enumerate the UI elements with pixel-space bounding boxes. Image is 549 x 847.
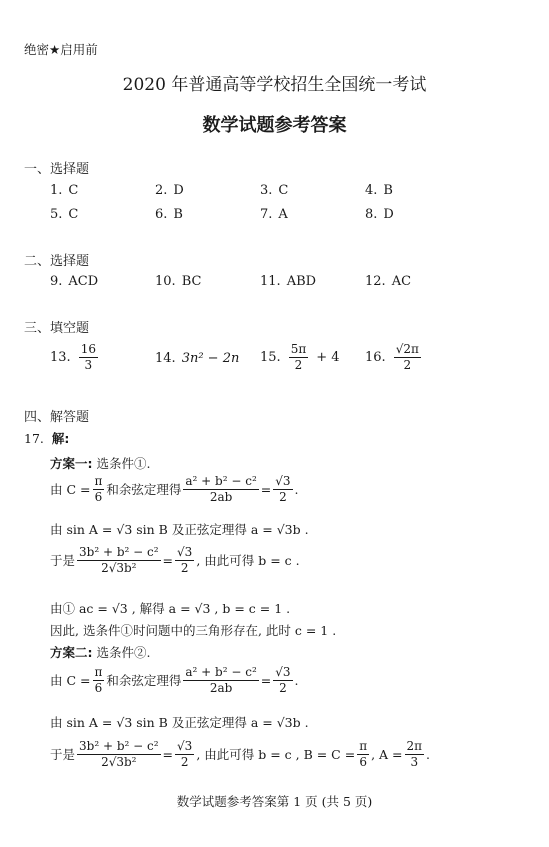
solution-line: 因此, 选条件①时问题中的三角形存在, 此时 c = 1 . xyxy=(50,623,337,638)
answer-item: 14. 3n² − 2n xyxy=(155,351,240,366)
answer-item: 7. A xyxy=(260,207,288,222)
answer-item: 12. AC xyxy=(365,274,412,289)
answer-item: 1. C xyxy=(50,183,79,198)
answer-item: 13. $\frac{16}{3}$ xyxy=(50,342,96,372)
answer-item: 2. D xyxy=(155,183,184,198)
plan-1-heading: 方案一: 选条件①. xyxy=(50,456,151,471)
answer-item: 3. C xyxy=(260,183,289,198)
answer-item: 15. $\frac{5\pi}{2}$ + 4 xyxy=(260,342,340,372)
answer-item: 4. B xyxy=(365,183,393,198)
answer-item: 10. BC xyxy=(155,274,202,289)
answer-item: 9. ACD xyxy=(50,274,99,289)
solution-line: 由 sin A = √3 sin B 及正弦定理得 a = √3b . xyxy=(50,522,309,537)
question-17-heading: 17. 解: xyxy=(24,430,70,446)
solution-line: 于是 $\frac{\text{3b² + b² − c²}}{\text{2√3b²}}$ = $\frac{√3}{2}$ , 由此可得 b = c , B = C = $\frac{\pi}{6}$ , A = $\frac{2\pi}{3}$ . xyxy=(50,739,431,769)
fraction: $\frac{16}{3}$ xyxy=(80,342,96,372)
page-title: 数学试题参考答案 xyxy=(202,115,347,136)
confidential-mark: 绝密★启用前 xyxy=(24,42,98,57)
solution-line: 由 C = $\frac{\pi}{6}$ 和余弦定理得 $\frac{\text{a² + b² − c²}}{2ab}$ = $\frac{√3}{2}$ . xyxy=(50,665,299,695)
answer-item: 5. C xyxy=(50,207,79,222)
fraction: $\frac{√2\pi}{2}$ xyxy=(395,342,419,372)
answer-item: 11. ABD xyxy=(260,274,317,289)
plan-2-heading: 方案二: 选条件②. xyxy=(50,645,151,660)
section-heading-4: 四、解答题 xyxy=(24,410,90,425)
answer-item: 6. B xyxy=(155,207,183,222)
solution-line: 由 C = $\frac{\pi}{6}$ 和余弦定理得 $\frac{\text{a² + b² − c²}}{2ab}$ = $\frac{√3}{2}$ . xyxy=(50,474,299,504)
solution-line: 于是 $\frac{\text{3b² + b² − c²}}{\text{2√3b²}}$ = $\frac{√3}{2}$ , 由此可得 b = c . xyxy=(50,545,300,575)
section-heading-3: 三、填空题 xyxy=(24,321,90,336)
fraction: $\frac{5\pi}{2}$ xyxy=(290,342,307,372)
section-heading-1: 一、选择题 xyxy=(24,162,90,177)
page-footer: 数学试题参考答案第 1 页 (共 5 页) xyxy=(176,794,373,809)
answer-item: 16. $\frac{√2\pi}{2}$ xyxy=(365,342,419,372)
solution-line: 由① ac = √3 , 解得 a = √3 , b = c = 1 . xyxy=(50,601,291,616)
answer-item: 8. D xyxy=(365,207,394,222)
section-heading-2: 二、选择题 xyxy=(24,254,90,269)
exam-title: 2020 年普通高等学校招生全国统一考试 xyxy=(122,75,427,95)
solution-line: 由 sin A = √3 sin B 及正弦定理得 a = √3b . xyxy=(50,715,309,730)
